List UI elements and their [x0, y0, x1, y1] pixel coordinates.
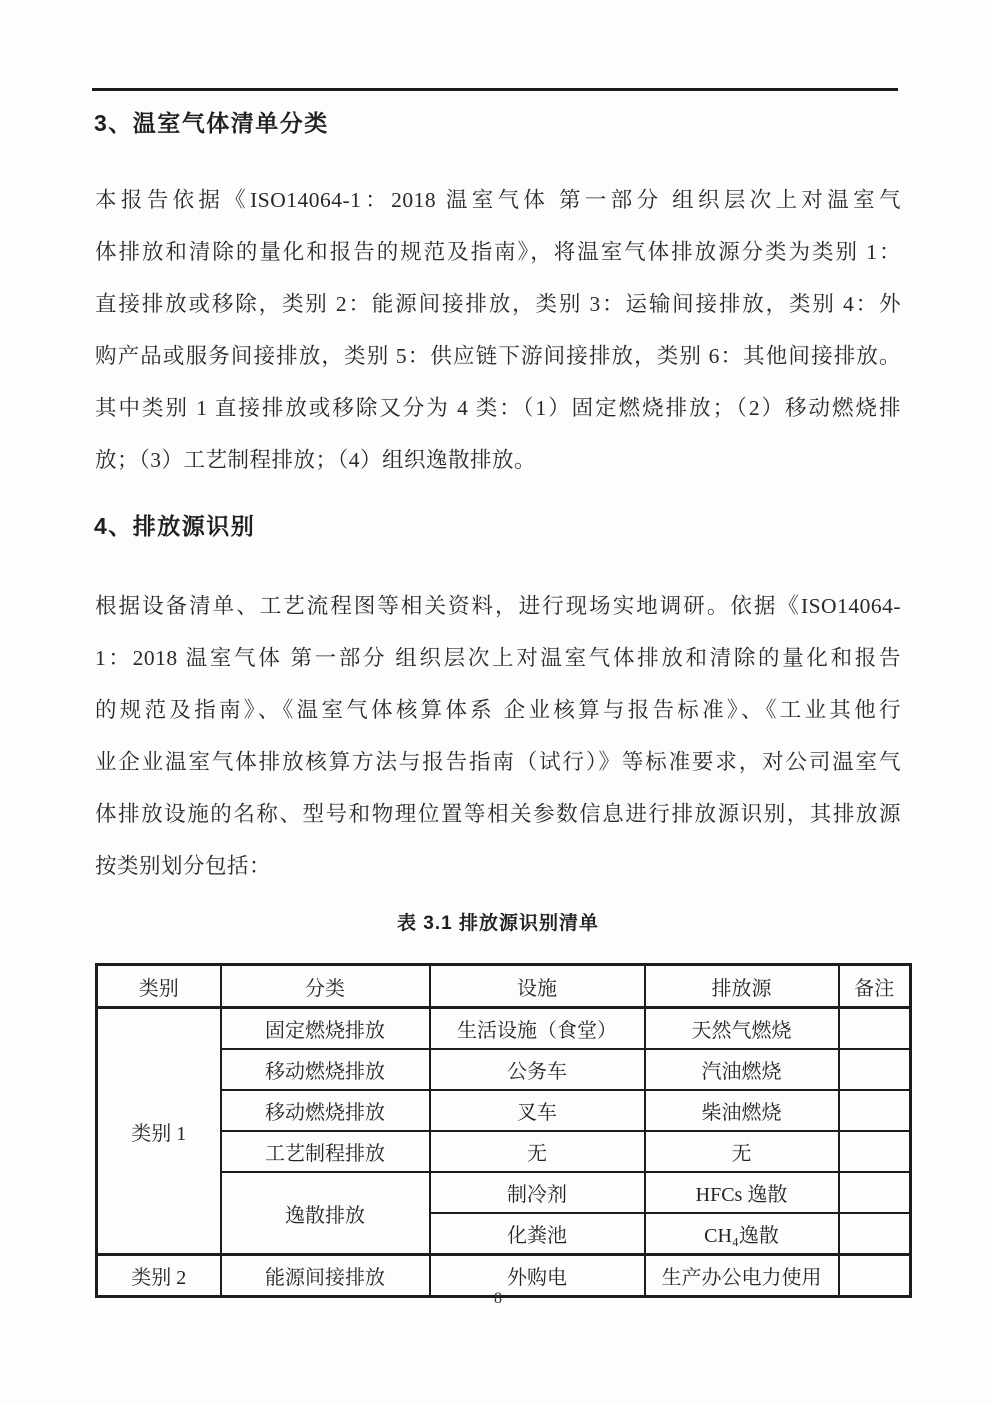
- source-cell: 汽油燃烧: [645, 1049, 839, 1090]
- paragraph-line: 放；（3）工艺制程排放；（4）组织逸散排放。: [95, 448, 537, 472]
- source-cell: 天然气燃烧: [645, 1008, 839, 1050]
- facility-cell: 外购电: [430, 1255, 645, 1297]
- paragraph-line: 1：2018 温室气体 第一部分 组织层次上对温室气体排放和清除的量化和报告: [95, 646, 901, 670]
- paragraph-line: 的规范及指南》、《温室气体核算体系 企业核算与报告标准》、《工业其他行: [95, 698, 901, 722]
- classification-cell: 移动燃烧排放: [221, 1090, 430, 1131]
- classification-cell: 逸散排放: [221, 1172, 430, 1255]
- facility-cell: 公务车: [430, 1049, 645, 1090]
- paragraph-line: 本报告依据《ISO14064-1：2018 温室气体 第一部分 组织层次上对温室气: [95, 188, 901, 212]
- note-cell: [839, 1049, 911, 1090]
- table-caption: 表 3.1 排放源识别清单: [397, 913, 599, 934]
- source-cell: 无: [645, 1131, 839, 1172]
- section3-heading: 3、温室气体清单分类: [94, 110, 329, 136]
- source-cell: CH₄逸散: [645, 1213, 839, 1255]
- note-cell: [839, 1172, 911, 1213]
- section4-paragraph: [95, 580, 901, 892]
- table-header-row: [97, 965, 911, 1008]
- note-cell: [839, 1213, 911, 1255]
- paragraph-line: 按类别划分包括：: [95, 854, 272, 878]
- note-cell: [839, 1131, 911, 1172]
- paragraph-line: 其中类别 1 直接排放或移除又分为 4 类：（1）固定燃烧排放；（2）移动燃烧排: [95, 396, 901, 420]
- header-note: 备注: [839, 965, 911, 1008]
- paragraph-line: 购产品或服务间接排放，类别 5：供应链下游间接排放，类别 6：其他间接排放。: [95, 344, 901, 368]
- paragraph-line: 业企业温室气体排放核算方法与报告指南（试行）》等标准要求，对公司温室气: [95, 750, 901, 774]
- classification-cell: 移动燃烧排放: [221, 1049, 430, 1090]
- table-row: [97, 1008, 911, 1050]
- paragraph-line: 体排放设施的名称、型号和物理位置等相关参数信息进行排放源识别，其排放源: [95, 802, 901, 826]
- classification-cell: 固定燃烧排放: [221, 1008, 430, 1050]
- category1-cell: 类别 1: [97, 1008, 221, 1255]
- source-cell: HFCs 逸散: [645, 1172, 839, 1213]
- paragraph-line: 体排放和清除的量化和报告的规范及指南》，将温室气体排放源分类为类别 1：: [95, 240, 901, 264]
- classification-cell: 工艺制程排放: [221, 1131, 430, 1172]
- classification-cell: 能源间接排放: [221, 1255, 430, 1297]
- header-rule: [92, 88, 898, 91]
- facility-cell: 制冷剂: [430, 1172, 645, 1213]
- source-cell: 柴油燃烧: [645, 1090, 839, 1131]
- note-cell: [839, 1090, 911, 1131]
- section4-heading: 4、排放源识别: [94, 513, 256, 539]
- header-classification: 分类: [221, 965, 430, 1008]
- header-facility: 设施: [430, 965, 645, 1008]
- facility-cell: 生活设施（食堂）: [430, 1008, 645, 1050]
- page-number: 8: [494, 1290, 502, 1307]
- source-cell: 生产办公电力使用: [645, 1255, 839, 1297]
- section3-paragraph: [95, 174, 901, 486]
- facility-cell: 化粪池: [430, 1213, 645, 1255]
- header-category: 类别: [97, 965, 221, 1008]
- emission-source-table: [95, 963, 912, 1298]
- paragraph-line: 根据设备清单、工艺流程图等相关资料，进行现场实地调研。依据《ISO14064-: [95, 594, 901, 618]
- facility-cell: 叉车: [430, 1090, 645, 1131]
- paragraph-line: 直接排放或移除，类别 2：能源间接排放，类别 3：运输间接排放，类别 4：外: [95, 292, 901, 316]
- category2-cell: 类别 2: [97, 1255, 221, 1297]
- facility-cell: 无: [430, 1131, 645, 1172]
- note-cell: [839, 1008, 911, 1050]
- header-source: 排放源: [645, 965, 839, 1008]
